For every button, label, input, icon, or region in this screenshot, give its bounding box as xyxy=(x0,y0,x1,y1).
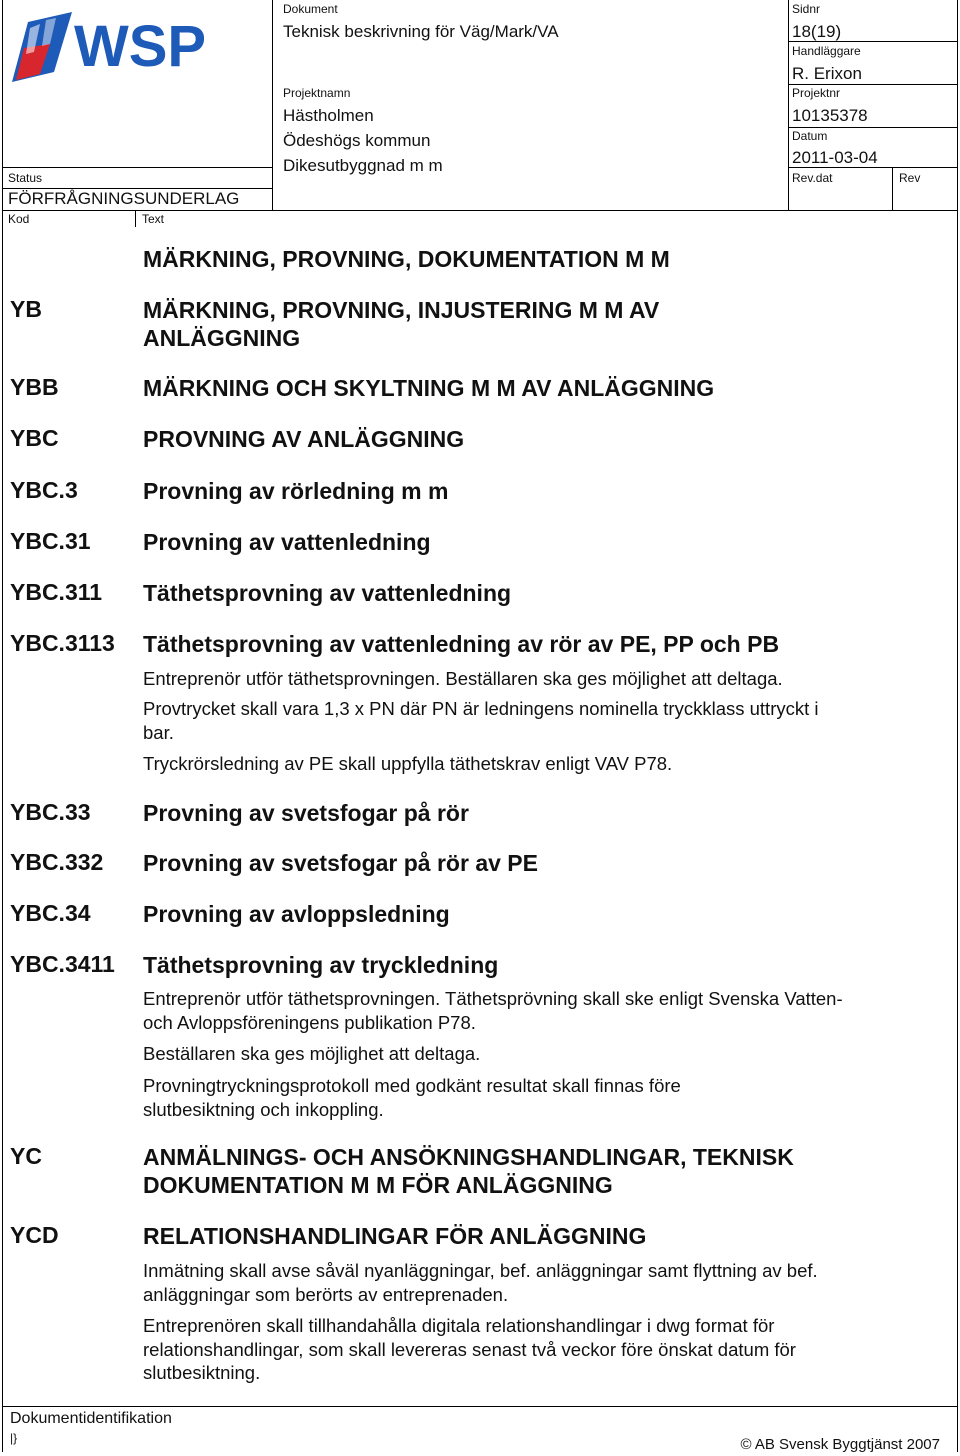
projektnamn-line2: Ödeshögs kommun xyxy=(283,131,431,150)
section-code: YC xyxy=(10,1143,42,1169)
paragraph: Tryckrörsledning av PE skall uppfylla täthetskrav enligt VAV P78. xyxy=(143,753,673,774)
svg-text:WSP: WSP xyxy=(74,14,207,79)
section-code: YBC.3113 xyxy=(10,630,115,656)
wsp-logo xyxy=(10,8,235,86)
section-heading: MÄRKNING, PROVNING, INJUSTERING M M AV ANLÄGGNING xyxy=(143,297,660,351)
section-heading: Provning av vattenledning xyxy=(143,529,431,555)
dokumentidentifikation-label: Dokumentidentifikation xyxy=(10,1410,172,1427)
datum-label: Datum xyxy=(792,129,828,143)
paragraph: Provningtryckningsprotokoll med godkänt resultat skall finnas före slutbesiktning och inkoppling. xyxy=(143,1075,681,1120)
section-heading: Täthetsprovning av tryckledning xyxy=(143,952,499,978)
paragraph: Entreprenören skall tillhandahålla digitala relationshandlingar i dwg format för relationshandlingar, som skall levereras senast två veckor före önskat datum för slutbesiktning. xyxy=(143,1315,796,1383)
paragraph: Entreprenör utför täthetsprovningen. Beställaren ska ges möjlighet att deltaga. xyxy=(143,668,783,689)
status-label: Status xyxy=(8,171,43,185)
paragraph: Provtrycket skall vara 1,3 x PN där PN är ledningens nominella tryckklass uttryckt i bar. xyxy=(143,698,819,743)
copyright-text: © AB Svensk Byggtjänst 2007 xyxy=(740,1436,940,1453)
section-heading: Provning av svetsfogar på rör xyxy=(143,800,469,826)
projektnamn-label: Projektnamn xyxy=(283,86,351,100)
section-heading: Provning av svetsfogar på rör av PE xyxy=(143,850,538,876)
section-heading: RELATIONSHANDLINGAR FÖR ANLÄGGNING xyxy=(143,1223,647,1249)
section-code: YBC.332 xyxy=(10,849,104,875)
section-code: YBC.34 xyxy=(10,900,91,926)
footer-divider xyxy=(2,1406,958,1407)
projektnamn-line1: Hästholmen xyxy=(283,106,374,125)
dokumentidentifikation-value: |} xyxy=(10,1431,18,1445)
paragraph: Entreprenör utför täthetsprovningen. Täthetsprövning skall ske enligt Svenska Vatten- och Avloppsföreningens publikation P78. xyxy=(143,988,843,1033)
sidnr-value: 18(19) xyxy=(792,22,842,41)
section-heading: MÄRKNING OCH SKYLTNING M M AV ANLÄGGNING xyxy=(143,375,715,401)
section-code: YB xyxy=(10,296,42,322)
projektnr-value: 10135378 xyxy=(792,106,868,125)
kod-label: Kod xyxy=(8,212,30,226)
section-code: YBC.3 xyxy=(10,477,78,503)
section-code: YBC xyxy=(10,425,59,451)
dokument-value: Teknisk beskrivning för Väg/Mark/VA xyxy=(283,22,559,41)
section-heading: Provning av rörledning m m xyxy=(143,478,449,504)
projektnamn-line3: Dikesutbyggnad m m xyxy=(283,156,443,175)
section-code: YCD xyxy=(10,1222,59,1248)
text-label: Text xyxy=(142,212,165,226)
paragraph: Inmätning skall avse såväl nyanläggningar, bef. anläggningar samt flyttning av bef. anläggningar som berörts av entreprenaden. xyxy=(143,1260,818,1305)
revdat-label: Rev.dat xyxy=(792,171,833,185)
section-heading: Provning av avloppsledning xyxy=(143,901,450,927)
section-heading: ANMÄLNINGS- OCH ANSÖKNINGSHANDLINGAR, TEKNISK DOKUMENTATION M M FÖR ANLÄGGNING xyxy=(143,1144,794,1198)
section-code: YBC.311 xyxy=(10,579,103,605)
sidnr-label: Sidnr xyxy=(792,2,821,16)
paragraph: Beställaren ska ges möjlighet att deltaga. xyxy=(143,1043,481,1064)
status-value: FÖRFRÅGNINGSUNDERLAG xyxy=(8,189,240,208)
logo-flag-icon xyxy=(12,12,72,82)
document-header xyxy=(2,0,958,226)
section-code: YBC.33 xyxy=(10,799,91,825)
section-heading: Täthetsprovning av vattenledning av rör av PE, PP och PB xyxy=(143,631,780,657)
section-code: YBC.31 xyxy=(10,528,91,554)
handlaggare-label: Handläggare xyxy=(792,44,861,58)
handlaggare-value: R. Erixon xyxy=(792,64,862,83)
section-code: YBB xyxy=(10,374,59,400)
dokument-label: Dokument xyxy=(283,2,338,16)
datum-value: 2011-03-04 xyxy=(792,148,878,167)
section-heading: Täthetsprovning av vattenledning xyxy=(143,580,512,606)
section-code: YBC.3411 xyxy=(10,951,115,977)
rev-label: Rev xyxy=(899,171,921,185)
section-heading: PROVNING AV ANLÄGGNING xyxy=(143,426,465,452)
projektnr-label: Projektnr xyxy=(792,86,841,100)
section-heading: MÄRKNING, PROVNING, DOKUMENTATION M M xyxy=(143,246,670,272)
